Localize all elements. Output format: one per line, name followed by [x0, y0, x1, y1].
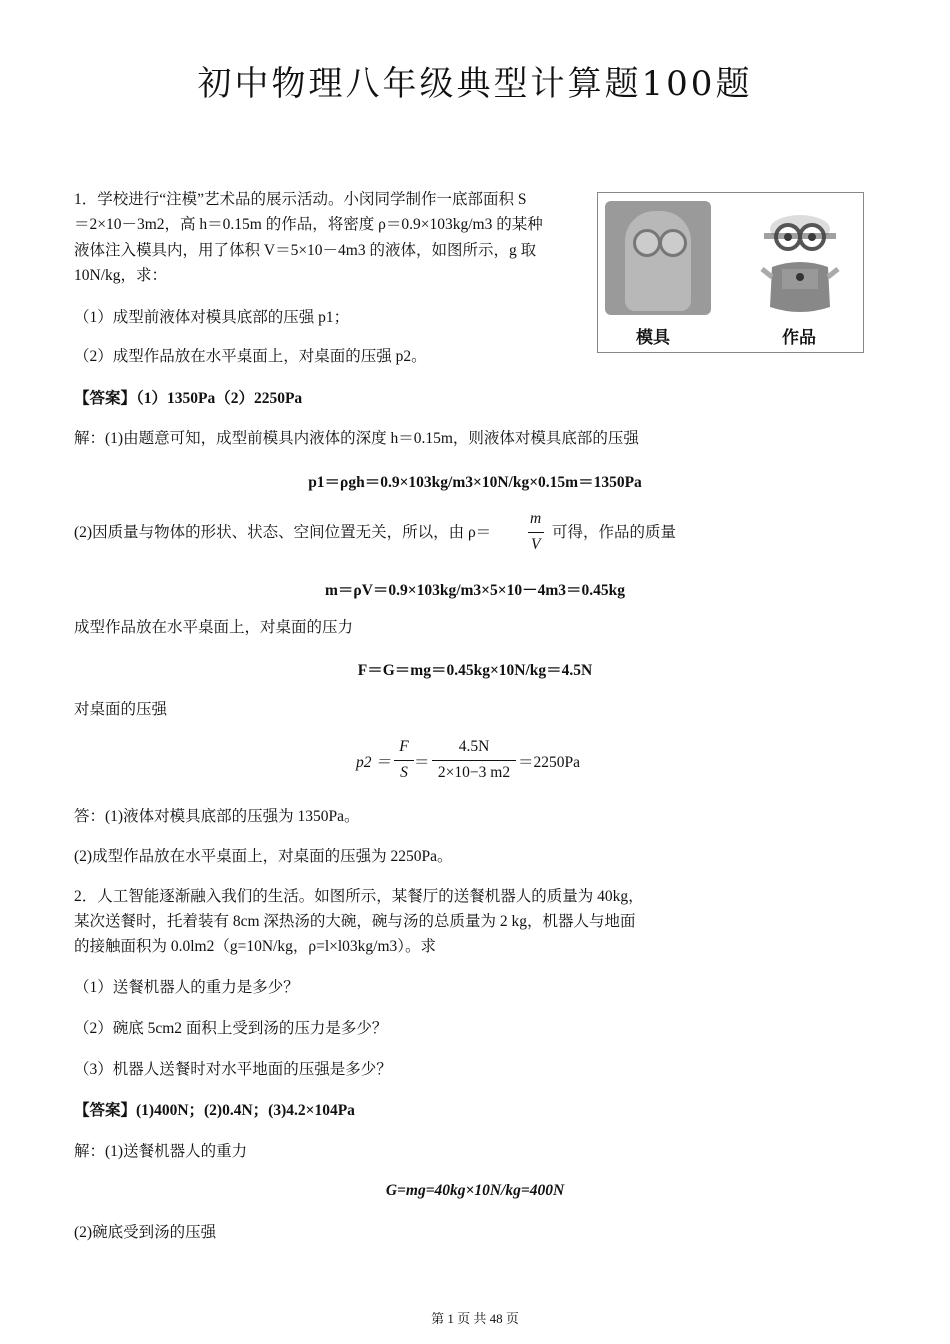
q1-solution2b: 可得，作品的质量 — [552, 524, 677, 541]
q1-eq4-bar2 — [432, 760, 516, 761]
q1-line3: 液体注入模具内，用了体积 V＝5×10－4m3 的液体，如图所示，g 取 — [74, 242, 537, 259]
q2-line2: 某次送餐时，托着装有 8cm 深热汤的大碗，碗与汤的总质量为 2 kg，机器人与地面 — [74, 913, 636, 930]
q1-frac-den: V — [531, 536, 541, 553]
q1-eq4-lhs: p2 ＝ — [356, 754, 391, 771]
q2-eq1: G=mg=40kg×10N/kg=400N — [385, 1182, 565, 1199]
mold-image — [605, 201, 711, 315]
q1-eq2: m＝ρV＝0.9×103kg/m3×5×10－4m3＝0.45kg — [324, 582, 626, 599]
q1-final1: 答：(1)液体对模具底部的压强为 1350Pa。 — [74, 808, 360, 825]
q2-solution1: 解：(1)送餐机器人的重力 — [74, 1143, 248, 1160]
q2-solution2: (2)碗底受到汤的压强 — [74, 1224, 217, 1241]
q1-eq1: p1＝ρgh＝0.9×103kg/m3×10N/kg×0.15m＝1350Pa — [308, 474, 642, 491]
q1-line1: 1．学校进行“注模”艺术品的展示活动。小闵同学制作一底部面积 S — [74, 191, 527, 208]
q1-final2: (2)成型作品放在水平桌面上，对桌面的压强为 2250Pa。 — [74, 848, 453, 865]
page-title: 初中物理八年级典型计算题100题 — [197, 64, 753, 104]
q1-eq4-f1-num: F — [399, 738, 409, 755]
q2-line1: 2．人工智能逐渐融入我们的生活。如图所示，某餐厅的送餐机器人的质量为 40kg， — [74, 888, 644, 905]
q2-line3: 的接触面积为 0.0lm2（g=10N/kg，ρ=l×l03kg/m3）。求 — [74, 938, 437, 955]
page-footer: 第 1 页 共 48 页 — [431, 1311, 519, 1326]
q1-eq4-bar1 — [394, 760, 414, 761]
q1-solution4: 对桌面的压强 — [74, 701, 168, 718]
q1-solution1: 解：(1)由题意可知，成型前模具内液体的深度 h＝0.15m，则液体对模具底部的压强 — [74, 430, 639, 447]
q2-sub3: （3）机器人送餐时对水平地面的压强是多少？ — [74, 1061, 392, 1078]
q1-line2: ＝2×10－3m2，高 h＝0.15m 的作品，将密度 ρ＝0.9×103kg/m3 的某种 — [74, 216, 543, 233]
figure-mold-product — [597, 192, 864, 353]
q2-sub1: （1）送餐机器人的重力是多少？ — [74, 979, 299, 996]
q2-answer: 【答案】(1)400N；(2)0.4N；(3)4.2×104Pa — [74, 1102, 355, 1119]
q1-eq4-f1-den: S — [400, 764, 408, 781]
q1-eq4-f2-num: 4.5N — [458, 738, 490, 755]
q1-line4: 10N/kg，求： — [74, 267, 168, 284]
mold-label: 模具 — [636, 328, 670, 348]
q1-solution2a: (2)因质量与物体的形状、状态、空间位置无关，所以，由 ρ＝ — [74, 524, 492, 541]
q1-sub2: （2）成型作品放在水平桌面上，对桌面的压强 p2。 — [74, 348, 427, 365]
q1-eq3: F＝G＝mg＝0.45kg×10N/kg＝4.5N — [357, 662, 593, 679]
q1-sub1: （1）成型前液体对模具底部的压强 p1； — [74, 309, 350, 326]
product-label: 作品 — [782, 328, 816, 348]
q1-eq4-eq: ＝ — [414, 754, 430, 771]
product-image — [758, 207, 842, 317]
q1-eq4-rhs: ＝2250Pa — [518, 754, 581, 771]
q1-frac-num: m — [530, 510, 542, 527]
q1-solution3: 成型作品放在水平桌面上，对桌面的压力 — [74, 619, 354, 636]
q1-answer: 【答案】（1）1350Pa（2）2250Pa — [74, 390, 303, 407]
q1-eq4-f2-den: 2×10−3 m2 — [437, 764, 511, 781]
q1-frac-bar — [528, 532, 544, 533]
q2-sub2: （2）碗底 5cm2 面积上受到汤的压力是多少？ — [74, 1020, 388, 1037]
